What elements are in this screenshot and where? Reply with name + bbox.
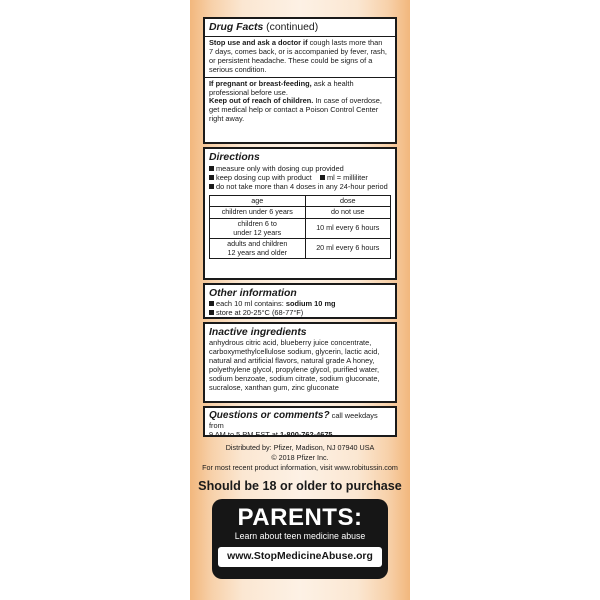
other-information-box — [203, 283, 397, 319]
dose-cell: do not use — [305, 207, 390, 219]
questions-box — [203, 406, 397, 437]
inactive-ingredients-box — [203, 322, 397, 403]
directions-item: measure only with dosing cup provided — [209, 165, 391, 174]
age-cell: children under 6 years — [210, 207, 306, 219]
other-info-item: each 10 ml contains: sodium 10 mg — [209, 300, 391, 309]
directions-box — [203, 147, 397, 280]
table-header: dose — [305, 195, 390, 207]
parents-title: PARENTS: — [237, 504, 363, 531]
table-row — [210, 239, 391, 259]
dose-cell: 20 ml every 6 hours — [305, 239, 390, 259]
dosage-table — [209, 195, 391, 260]
dose-cell: 10 ml every 6 hours — [305, 218, 390, 238]
age-cell: adults and children 12 years and older — [210, 239, 306, 259]
drug-facts-heading: Drug Facts (continued) — [209, 22, 319, 33]
other-info-item: store at 20-25°C (68-77°F) — [209, 309, 391, 318]
bullet-square-icon — [320, 175, 325, 180]
other-information-list — [205, 300, 395, 318]
divider — [205, 36, 395, 37]
phone-number: 1-800-762-4675 — [279, 429, 333, 439]
bullet-square-icon — [209, 310, 214, 315]
age-cell: children 6 to under 12 years — [210, 218, 306, 238]
table-header: age — [210, 195, 306, 207]
pregnant-warning: If pregnant or breast-feeding, ask a health professional before use. — [209, 78, 354, 97]
parents-badge — [212, 499, 388, 579]
copyright-line: © 2018 Pfizer Inc. — [271, 453, 329, 462]
directions-heading: Directions — [209, 152, 260, 163]
other-information-heading: Other information — [209, 288, 297, 299]
table-header-row — [210, 195, 391, 207]
bullet-square-icon — [209, 166, 214, 171]
parents-subtitle: Learn about teen medicine abuse — [234, 531, 366, 541]
product-info-line: For most recent product information, visit www.robitussin.com — [202, 463, 398, 472]
drug-facts-continued-box — [203, 17, 397, 144]
bullet-square-icon — [209, 184, 214, 189]
directions-item: keep dosing cup with product ml = milliliter — [209, 174, 391, 183]
distributor-line: Distributed by: Pfizer, Madison, NJ 07940 USA — [225, 443, 375, 452]
bullet-square-icon — [209, 301, 214, 306]
questions-text: Questions or comments? call weekdays from 9 AM to 5 PM EST at 1-800-762-4675 — [209, 410, 378, 439]
children-warning: Keep out of reach of children. In case of overdose, get medical help or contact a Poison Control Center right away. — [209, 96, 382, 124]
parents-url: www.StopMedicineAbuse.org — [218, 547, 382, 567]
directions-list — [205, 165, 395, 192]
divider — [205, 77, 395, 78]
stop-use-warning: Stop use and ask a doctor if cough lasts more than 7 days, comes back, or is accompanied by fever, rash, or persistent headache. These could be signs of a serious condition. — [209, 38, 387, 74]
directions-item: do not take more than 4 doses in any 24-hour period — [209, 183, 391, 192]
table-row — [210, 207, 391, 219]
age-warning: Should be 18 or older to purchase — [198, 479, 402, 493]
inactive-ingredients-text: anhydrous citric acid, blueberry juice concentrate, carboxymethylcellulose sodium, glycerin, lactic acid, natural and artificial flavors, natural grade A honey, polyethylene glycol, propylene glycol, purified water, sodium benzoate, sodium citrate, sodium gluconate, sucralose, xanthan gum, zinc gluconate — [209, 338, 380, 392]
inactive-ingredients-heading: Inactive ingredients — [209, 327, 307, 338]
bullet-square-icon — [209, 175, 214, 180]
table-row — [210, 218, 391, 238]
